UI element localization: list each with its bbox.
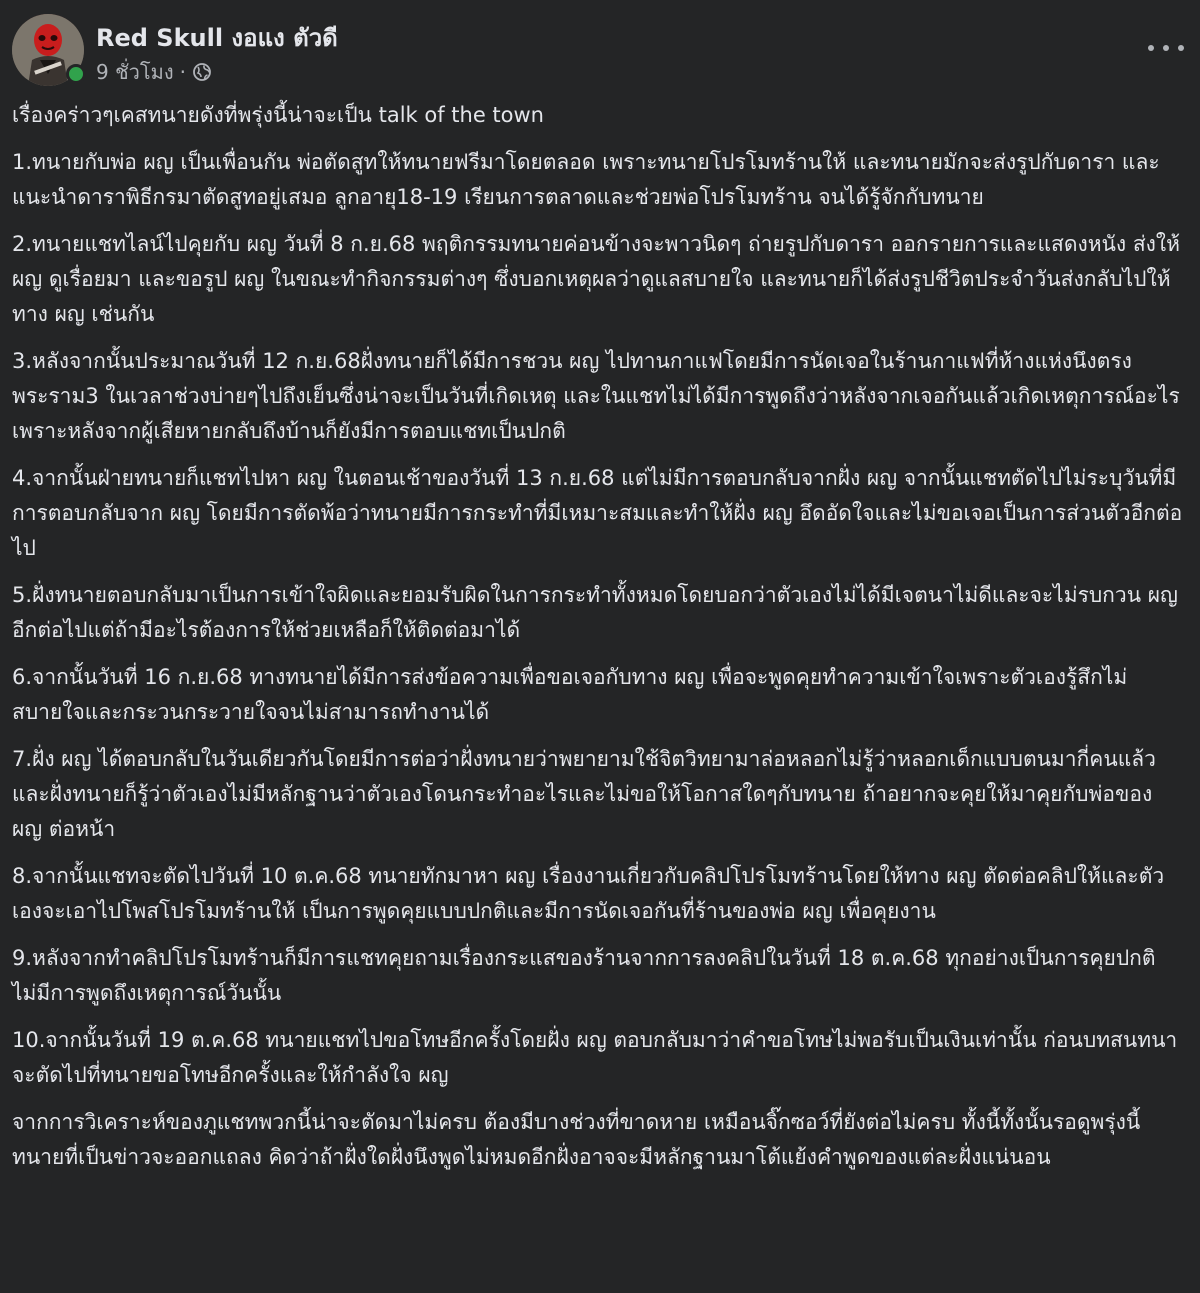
- post-content: [12, 98, 1188, 1187]
- more-dot: [1178, 45, 1184, 51]
- more-dot: [1148, 45, 1154, 51]
- post-paragraph-4: 4.จากนั้นฝ่ายทนายก็แชทไปหา ผญ ในตอนเช้าของวันที่ 13 ก.ย.68 แต่ไม่มีการตอบกลับจากฝั่ง ผญ จากนั้นแชทตัดไปไม่ระบุวันที่มีการตอบกลับจาก ผญ โดยมีการตัดพ้อว่าทนายมีการกระทำที่มีเหมาะสมและทำให้ฝั่ง ผญ อึดอัดใจและไม่ขอเจอเป็นการส่วนตัวอีกต่อไป: [12, 466, 1183, 560]
- post-paragraph-1: 1.ทนายกับพ่อ ผญ เป็นเพื่อนกัน พ่อตัดสูทให้ทนายฟรีมาโดยตลอด เพราะทนายโปรโมทร้านให้ และทนายมักจะส่งรูปกับดารา และแนะนำดาราพิธีกรมาตัดสูทอยู่เสมอ ลูกอายุ18-19 เรียนการตลาดและช่วยพ่อโปรโมทร้าน จนได้รู้จักกับทนาย: [12, 150, 1160, 209]
- post-header: [12, 12, 1188, 90]
- post-meta: [96, 56, 212, 88]
- more-dot: [1163, 45, 1169, 51]
- post-paragraph-6: 6.จากนั้นวันที่ 16 ก.ย.68 ทางทนายได้มีการส่งข้อความเพื่อขอเจอกับทาง ผญ เพื่อจะพูดคุยทำความเข้าใจเพราะตัวเองรู้สึกไม่สบายใจและกระวนกระวายใจจนไม่สามารถทำงานได้: [12, 665, 1128, 724]
- post-paragraph-8: 8.จากนั้นแชทจะตัดไปวันที่ 10 ต.ค.68 ทนายทักมาหา ผญ เรื่องงานเกี่ยวกับคลิปโปรโมทร้านโดยให้ทาง ผญ ตัดต่อคลิปให้และตัวเองจะเอาไปโพสโปรโมทร้านให้ เป็นการพูดคุยแบบปกติและมีการนัดเจอกันที่ร้านของพ่อ ผญ เพื่อคุยงาน: [12, 864, 1165, 923]
- globe-icon[interactable]: [192, 62, 212, 82]
- post-paragraph-7: 7.ฝั่ง ผญ ได้ตอบกลับในวันเดียวกันโดยมีการต่อว่าฝั่งทนายว่าพยายามใช้จิตวิทยามาล่อหลอกไม่รู้ว่าหลอกเด็กแบบตนมากี่คนแล้วและฝั่งทนายก็รู้ว่าตัวเองไม่มีหลักฐานว่าตัวเองโดนกระทำอะไรและไม่ขอให้โอกาสใดๆกับทนาย ถ้าอยากจะคุยให้มาคุยกับพ่อของ ผญ ต่อหน้า: [12, 747, 1156, 841]
- post-paragraph-10: 10.จากนั้นวันที่ 19 ต.ค.68 ทนายแชทไปขอโทษอีกครั้งโดยฝั่ง ผญ ตอบกลับมาว่าคำขอโทษไม่พอรับเป็นเงินเท่านั้น ก่อนบทสนทนาจะตัดไปที่ทนายขอโทษอีกครั้งและให้กำลังใจ ผญ: [12, 1028, 1178, 1087]
- post-paragraph-9: 9.หลังจากทำคลิปโปรโมทร้านก็มีการแชทคุยถามเรื่องกระแสของร้านจากการลงคลิปในวันที่ 18 ต.ค.68 ทุกอย่างเป็นการคุยปกติไม่มีการพูดถึงเหตุการณ์วันนั้น: [12, 946, 1156, 1005]
- author-name[interactable]: Red Skull งอแง ตัวดี: [96, 24, 338, 52]
- meta-separator: ·: [179, 60, 186, 84]
- avatar[interactable]: [12, 14, 84, 86]
- post-intro: เรื่องคร่าวๆเคสทนายดังที่พรุ่งนี้น่าจะเป็น talk of the town: [12, 103, 544, 127]
- post-paragraph-3: 3.หลังจากนั้นประมาณวันที่ 12 ก.ย.68ฝั่งทนายก็ได้มีการชวน ผญ ไปทานกาแฟโดยมีการนัดเจอในร้านกาแฟที่ห้างแห่งนึงตรงพระราม3 ในเวลาช่วงบ่ายๆไปถึงเย็นซึ่งน่าจะเป็นวันที่เกิดเหตุ และในแชทไม่ได้มีการพูดถึงว่าหลังจากเจอกันแล้วเกิดเหตุการณ์อะไร เพราะหลังจากผู้เสียหายกลับถึงบ้านก็ยังมีการตอบแชทเป็นปกติ: [12, 349, 1180, 443]
- more-options-icon[interactable]: [1148, 36, 1184, 60]
- post-conclusion: จากการวิเคราะห์ของภูแชทพวกนี้น่าจะตัดมาไม่ครบ ต้องมีบางช่วงที่ขาดหาย เหมือนจิ๊กซอว์ที่ยังต่อไม่ครบ ทั้งนี้ทั้งนั้นรอดูพรุ่งนี้ทนายที่เป็นข่าวจะออกแถลง คิดว่าถ้าฝั่งใดฝั่งนึงพูดไม่หมดอีกฝั่งอาจจะมีหลักฐานมาโต้แย้งคำพูดของแต่ละฝั่งแน่นอน: [12, 1110, 1141, 1169]
- post-paragraph-2: 2.ทนายแชทไลน์ไปคุยกับ ผญ วันที่ 8 ก.ย.68 พฤติกรรมทนายค่อนข้างจะพาวนิดๆ ถ่ายรูปกับดารา ออกรายการและแสดงหนัง ส่งให้ ผญ ดูเรื่อยมา และขอรูป ผญ ในขณะทำกิจกรรมต่างๆ ซึ่งบอกเหตุผลว่าดูแลสบายใจ และทนายก็ได้ส่งรูปชีวิตประจำวันส่งกลับไปให้ทาง ผญ เช่นกัน: [12, 232, 1181, 326]
- post-time[interactable]: 9 ชั่วโมง: [96, 60, 174, 84]
- online-status-indicator: [66, 64, 86, 84]
- post-paragraph-5: 5.ฝั่งทนายตอบกลับมาเป็นการเข้าใจผิดและยอมรับผิดในการกระทำทั้งหมดโดยบอกว่าตัวเองไม่ได้มีเจตนาไม่ดีและจะไม่รบกวน ผญ อีกต่อไปแต่ถ้ามีอะไรต้องการให้ช่วยเหลือก็ให้ติดต่อมาได้: [12, 583, 1178, 642]
